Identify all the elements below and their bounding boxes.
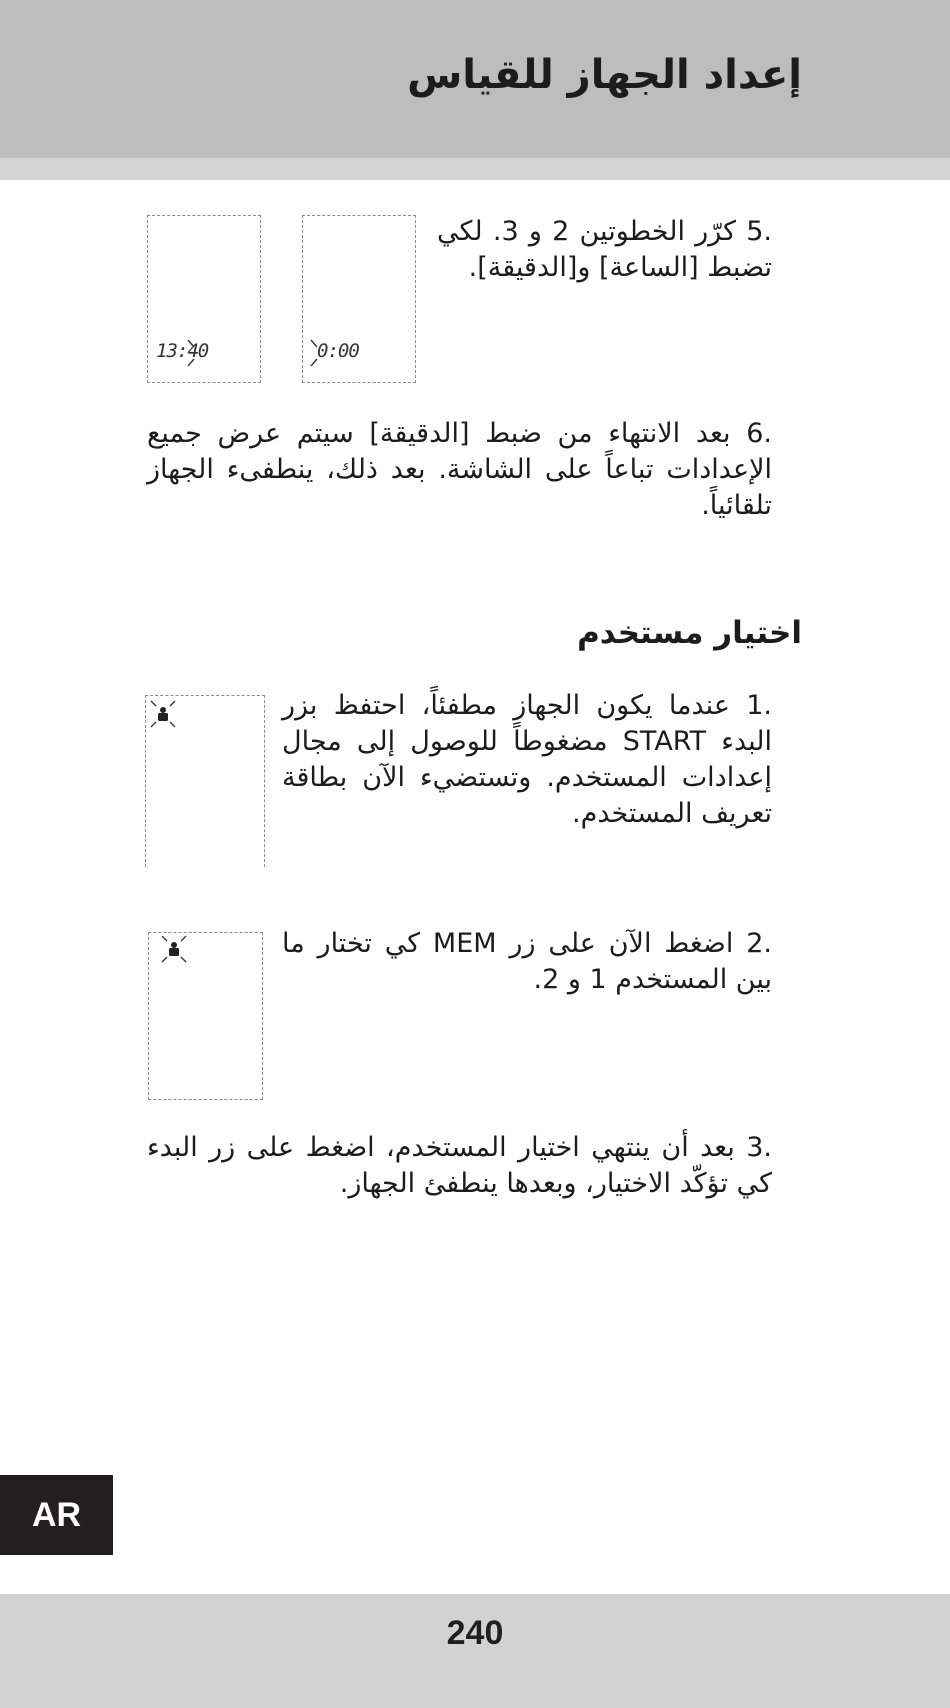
user-icon: [148, 698, 178, 730]
page-number: 240: [446, 1614, 504, 1652]
page-title: إعداد الجهاز للقياس: [407, 52, 802, 98]
setup-step-6: [147, 416, 772, 524]
step-number: .2: [746, 928, 772, 959]
user-step-3: [147, 1130, 772, 1202]
step-text: بعد الانتهاء من ضبط [الدقيقة] سيتم عرض جميع الإعدادات تباعاً على الشاشة. بعد ذلك، ينطفىء الجهاز تلقائياً.: [147, 418, 772, 521]
user-step-2: [282, 926, 772, 998]
user-step-1: [282, 688, 772, 832]
section-title: اختيار مستخدم: [577, 615, 802, 651]
header-strip: [0, 158, 950, 180]
step-number: .3: [746, 1132, 772, 1163]
setup-step-5: [437, 214, 772, 286]
step-text: كرّر الخطوتين 2 و 3. لكي تضبط [الساعة] و[الدقيقة].: [437, 216, 772, 283]
lcd-display-hour: [147, 215, 261, 383]
step-text: بعد أن ينتهي اختيار المستخدم، اضغط على زر البدء كي تؤكّد الاختيار، وبعدها ينطفئ الجهاز.: [147, 1132, 772, 1199]
step-text: اضغط الآن على زر MEM كي تختار ما بين المستخدم 1 و 2.: [282, 928, 772, 995]
step-text: عندما يكون الجهاز مطفئاً، احتفظ بزر البدء START مضغوطاً للوصول إلى مجال إعدادات المستخدم. وتستضيء الآن بطاقة تعريف المستخدم.: [282, 690, 773, 829]
lcd-minute-readout: 0:00: [317, 340, 359, 362]
step-number: .6: [746, 418, 772, 449]
lcd-hour-readout: 13:40: [156, 340, 209, 362]
lcd-display-user-1: [145, 695, 265, 867]
step-number: .1: [746, 690, 772, 721]
lcd-display-minute: [302, 215, 416, 383]
user-icon: [159, 933, 189, 965]
step-number: .5: [746, 216, 772, 247]
lcd-display-user-2: [148, 932, 263, 1100]
language-tab: AR: [0, 1475, 113, 1555]
